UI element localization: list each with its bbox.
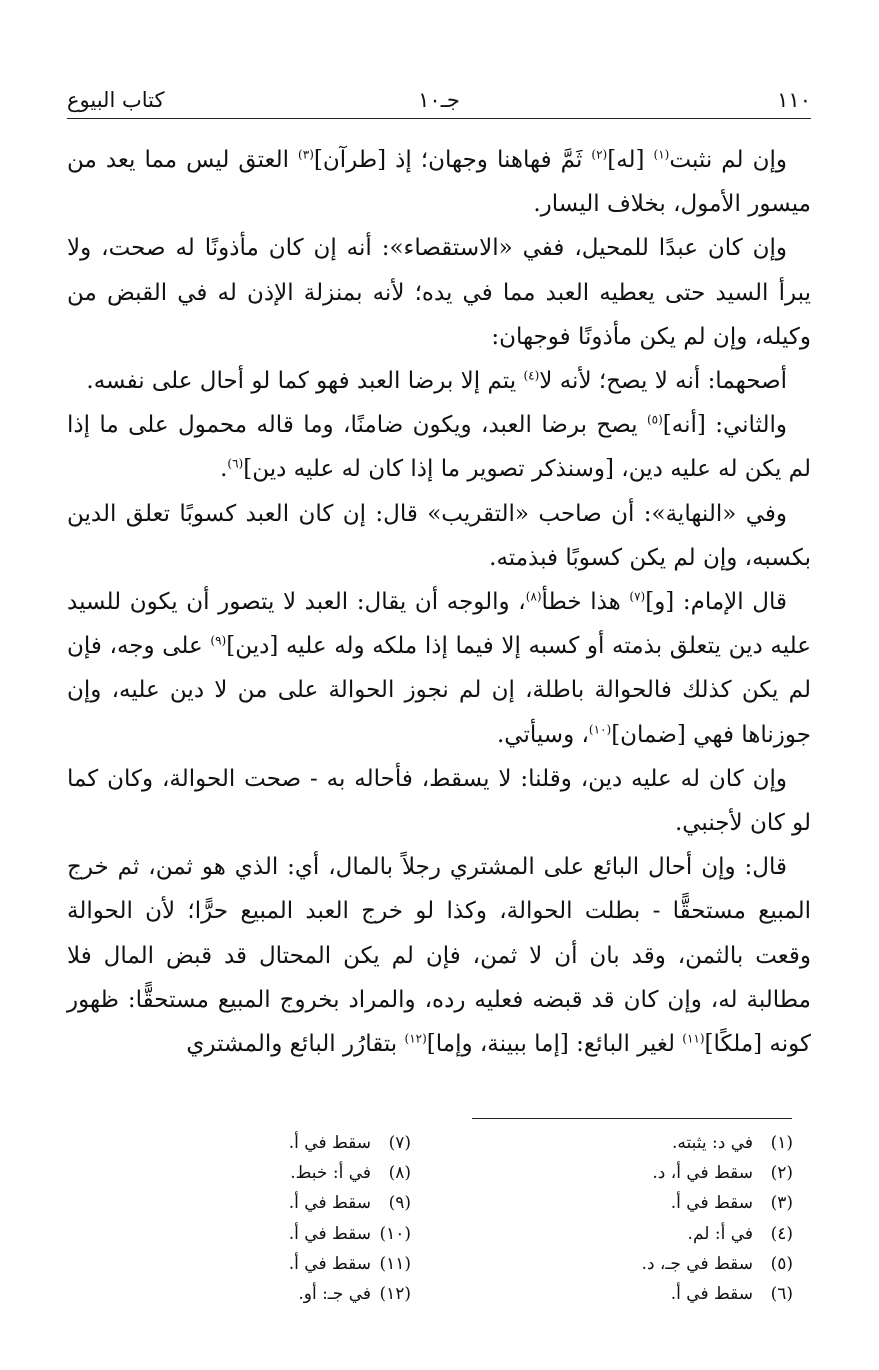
footnote-text: في د: يثبته. xyxy=(671,1133,753,1153)
footnote-marker: (٧) xyxy=(629,589,646,604)
footnote-text: في أ: لم. xyxy=(687,1223,753,1244)
text-run: قال الإمام: [و] xyxy=(645,589,787,616)
footnote-marker: (٢) xyxy=(591,147,608,162)
footnote-marker: (١) xyxy=(653,147,670,162)
text-run: يتم إلا برضا العبد فهو كما لو أحال على نفسه. xyxy=(86,368,524,395)
footnote-text: سقط في أ. xyxy=(670,1284,753,1305)
text-run: قال: وإن أحال البائع على المشتري رجلاً بالمال، أي: الذي هو ثمن، ثم خرج المبيع مستحقًّا - بطلت الحوالة، وكذا لو خرج العبد المبيع حرًّا؛ لأن الحوالة وقعت بالثمن، وقد بان أن لا ثمن، فإن لم يكن المحتال قد قبض المال فلا مطالبة له، وإن كان قد قبضه فعليه رده، والمراد بخروج المبيع مستحقًّا: ظهور كونه [ملكًا] xyxy=(67,854,811,1058)
footnote-text: سقط في أ. xyxy=(288,1133,371,1153)
text-run: . xyxy=(220,456,228,483)
header-divider xyxy=(67,118,811,119)
text-run: ، والوجه أن يقال: العبد لا يتصور أن يكون للسيد عليه دين يتعلق بذمته أو كسبه إلا فيما إذا ملكه وله عليه [دين] xyxy=(67,589,811,660)
footnote xyxy=(161,1249,411,1279)
page-number: ١١٠ xyxy=(777,88,811,112)
footnote xyxy=(543,1128,793,1158)
footnote-number: (٩) xyxy=(388,1193,411,1214)
footnote-text: سقط في أ. xyxy=(288,1193,371,1214)
paragraph xyxy=(67,138,811,226)
footnote-text: سقط في جـ، د. xyxy=(641,1253,753,1274)
footnote xyxy=(161,1188,411,1218)
footnote-text: سقط في أ. xyxy=(670,1193,753,1214)
footnote-text: سقط في أ، د. xyxy=(652,1163,753,1184)
footnote-marker: (١٢) xyxy=(404,1031,427,1046)
footnote-marker: (٨) xyxy=(525,589,542,604)
footnote-marker: (١٠) xyxy=(588,721,612,736)
footnote xyxy=(543,1219,793,1249)
text-run: والثاني: [أنه] xyxy=(662,412,787,439)
footnote-number: (١٢) xyxy=(379,1284,411,1305)
footnote xyxy=(161,1158,411,1188)
footnote xyxy=(543,1279,793,1309)
text-run: وإن كان له عليه دين، وقلنا: لا يسقط، فأحاله به - صحت الحوالة، وكان كما لو كان لأجنبي. xyxy=(67,765,811,837)
paragraph xyxy=(67,580,811,757)
footnote-number: (١) xyxy=(770,1133,793,1153)
footnote-marker: (٥) xyxy=(646,412,663,427)
text-run: هذا خطأ xyxy=(541,589,630,616)
text-run: العتق ليس مما يعد من ميسور الأمول، بخلاف اليسار. xyxy=(67,147,811,218)
text-run: وفي «النهاية»: أن صاحب «التقريب» قال: إن كان العبد كسوبًا تعلق الدين بكسبه، وإن لم يكن كسوبًا فبذمته. xyxy=(67,500,811,571)
footnotes-right-column xyxy=(543,1128,793,1309)
footnote-marker: (١١) xyxy=(682,1031,705,1046)
footnote-marker: (٩) xyxy=(210,633,227,648)
footnote xyxy=(543,1158,793,1188)
text-run: وإن لم نثبت xyxy=(669,147,787,173)
footnote-number: (٣) xyxy=(770,1193,793,1214)
text-run: [له] xyxy=(607,147,654,173)
text-run: ثَمَّ فهاهنا وجهان؛ إذ [طرآن] xyxy=(313,147,592,173)
book-title: كتاب البيوع xyxy=(67,88,165,112)
footnote xyxy=(161,1279,411,1309)
footnote-text: في جـ: أو. xyxy=(298,1284,371,1305)
footnote-marker: (٣) xyxy=(298,147,314,162)
footnote-number: (٧) xyxy=(388,1133,411,1153)
running-header xyxy=(67,82,811,118)
paragraph xyxy=(67,403,811,491)
footnote-number: (١١) xyxy=(379,1253,411,1274)
footnote-number: (٤) xyxy=(770,1223,793,1244)
text-run: ، وسيأتي. xyxy=(496,721,589,748)
footnote-number: (٢) xyxy=(770,1163,793,1184)
volume-label: جـ١٠ xyxy=(418,88,460,112)
footnote-text: سقط في أ. xyxy=(288,1223,371,1244)
footnote-number: (٥) xyxy=(770,1253,793,1274)
footnote xyxy=(543,1249,793,1279)
footnote-number: (٦) xyxy=(770,1284,793,1305)
footnote-divider xyxy=(472,1118,792,1119)
text-run: لغير البائع: [إما ببينة، وإما] xyxy=(426,1031,683,1058)
main-text xyxy=(67,138,811,1066)
footnote xyxy=(161,1219,411,1249)
footnote xyxy=(543,1188,793,1218)
paragraph xyxy=(67,845,811,1066)
footnote-marker: (٦) xyxy=(227,456,244,471)
footnote xyxy=(161,1128,411,1158)
footnote-number: (١٠) xyxy=(379,1223,411,1244)
footnote-text: في أ: خبط. xyxy=(290,1163,371,1184)
footnote-text: سقط في أ. xyxy=(288,1253,371,1274)
text-run: يصح برضا العبد، ويكون ضامنًا، وما قاله محمول على ما إذا لم يكن له عليه دين، [وسنذكر تصوير ما إذا كان له عليه دين] xyxy=(67,412,811,483)
footnotes-left-column xyxy=(161,1128,411,1309)
text-run: على وجه، فإن لم يكن كذلك فالحوالة باطلة، إن لم نجوز الحوالة على من لا دين عليه، وإن جوزناها فهي [ضمان] xyxy=(67,633,811,748)
paragraph xyxy=(67,226,811,359)
paragraph xyxy=(67,359,811,403)
text-run: وإن كان عبدًا للمحيل، ففي «الاستقصاء»: أنه إن كان مأذونًا له صحت، ولا يبرأ السيد حتى يعطيه العبد مما في يده؛ لأنه بمنزلة الإذن له في القبض من وكيله، وإن لم يكن مأذونًا فوجهان: xyxy=(67,235,811,350)
paragraph xyxy=(67,492,811,580)
footnote-number: (٨) xyxy=(388,1163,411,1184)
paragraph xyxy=(67,757,811,845)
text-run: بتقارُر البائع والمشتري xyxy=(186,1031,405,1058)
footnote-marker: (٤) xyxy=(523,368,540,383)
text-run: أصحهما: أنه لا يصح؛ لأنه لا xyxy=(539,368,787,395)
